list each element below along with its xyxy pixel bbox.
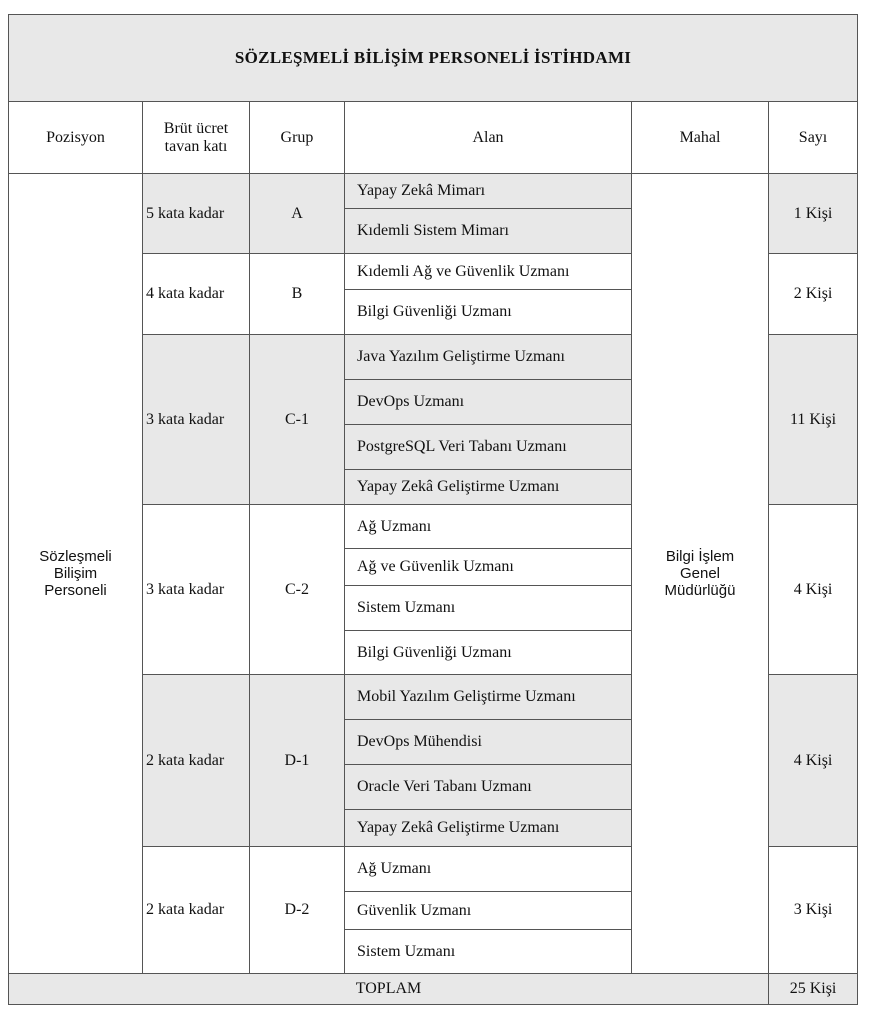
alan-cell: DevOps Mühendisi [345, 720, 632, 765]
sayi-cell: 4 Kişi [769, 675, 858, 847]
alan-cell: Bilgi Güvenliği Uzmanı [345, 631, 632, 675]
header-grup: Grup [250, 102, 345, 174]
table-row [9, 174, 858, 209]
mahal-cell: Bilgi İşlem Genel Müdürlüğü [632, 174, 769, 974]
alan-cell: Yapay Zekâ Mimarı [345, 174, 632, 209]
alan-cell: Oracle Veri Tabanı Uzmanı [345, 765, 632, 810]
alan-cell: Mobil Yazılım Geliştirme Uzmanı [345, 675, 632, 720]
header-ucret-label: Brüt ücret tavan katı [163, 119, 229, 155]
total-value: 25 Kişi [769, 974, 858, 1005]
ucret-cell: 2 kata kadar [143, 847, 250, 974]
ucret-cell: 3 kata kadar [143, 505, 250, 675]
grup-cell: D-2 [250, 847, 345, 974]
alan-cell: Java Yazılım Geliştirme Uzmanı [345, 335, 632, 380]
sayi-cell: 4 Kişi [769, 505, 858, 675]
sayi-cell: 2 Kişi [769, 254, 858, 335]
grup-cell: D-1 [250, 675, 345, 847]
staffing-table [8, 14, 858, 1005]
table-title: SÖZLEŞMELİ BİLİŞİM PERSONELİ İSTİHDAMI [9, 15, 858, 102]
pozisyon-cell: Sözleşmeli Bilişim Personeli [9, 174, 143, 974]
grup-cell: B [250, 254, 345, 335]
sayi-cell: 1 Kişi [769, 174, 858, 254]
alan-cell: PostgreSQL Veri Tabanı Uzmanı [345, 425, 632, 470]
alan-cell: Yapay Zekâ Geliştirme Uzmanı [345, 470, 632, 505]
total-label: TOPLAM [9, 974, 769, 1005]
alan-cell: Sistem Uzmanı [345, 930, 632, 974]
header-sayi: Sayı [769, 102, 858, 174]
sayi-cell: 11 Kişi [769, 335, 858, 505]
header-mahal: Mahal [632, 102, 769, 174]
alan-cell: DevOps Uzmanı [345, 380, 632, 425]
alan-cell: Kıdemli Ağ ve Güvenlik Uzmanı [345, 254, 632, 290]
grup-cell: C-2 [250, 505, 345, 675]
header-alan: Alan [345, 102, 632, 174]
alan-cell: Kıdemli Sistem Mimarı [345, 209, 632, 254]
ucret-cell: 2 kata kadar [143, 675, 250, 847]
total-row [9, 974, 858, 1005]
grup-cell: C-1 [250, 335, 345, 505]
alan-cell: Ağ Uzmanı [345, 847, 632, 892]
alan-cell: Sistem Uzmanı [345, 586, 632, 631]
ucret-cell: 5 kata kadar [143, 174, 250, 254]
ucret-cell: 3 kata kadar [143, 335, 250, 505]
alan-cell: Güvenlik Uzmanı [345, 892, 632, 930]
alan-cell: Ağ ve Güvenlik Uzmanı [345, 549, 632, 586]
alan-cell: Yapay Zekâ Geliştirme Uzmanı [345, 810, 632, 847]
alan-cell: Ağ Uzmanı [345, 505, 632, 549]
header-pozisyon: Pozisyon [9, 102, 143, 174]
sayi-cell: 3 Kişi [769, 847, 858, 974]
ucret-cell: 4 kata kadar [143, 254, 250, 335]
grup-cell: A [250, 174, 345, 254]
header-ucret [143, 102, 250, 174]
alan-cell: Bilgi Güvenliği Uzmanı [345, 290, 632, 335]
